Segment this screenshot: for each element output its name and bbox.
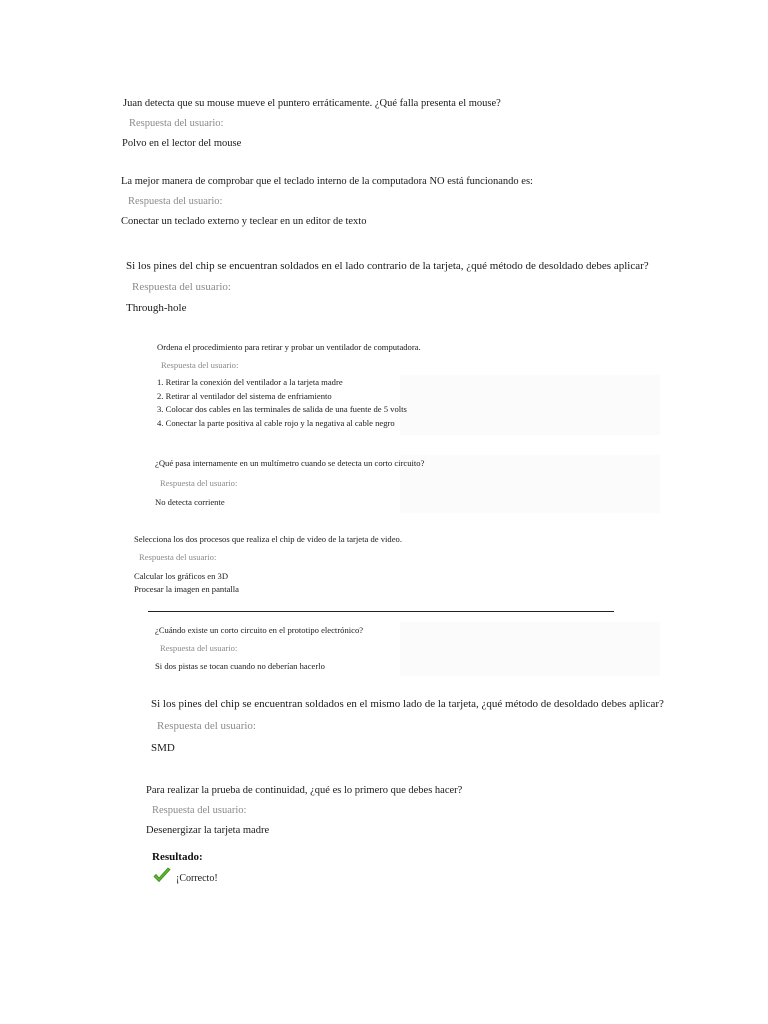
answer-text: Desenergizar la tarjeta madre [146, 825, 270, 836]
answer-text: No detecta corriente [155, 497, 225, 507]
background-panel [400, 455, 660, 513]
list-item: 1. Retirar la conexión del ventilador a la tarjeta madre [157, 377, 343, 387]
question-text: La mejor manera de comprobar que el teclado interno de la computadora NO está funcionando es: [121, 176, 533, 187]
answer-label: Respuesta del usuario: [139, 552, 217, 562]
answer-text: Through-hole [126, 302, 187, 314]
question-block [121, 176, 533, 227]
question-text: Si los pines del chip se encuentran soldados en el mismo lado de la tarjeta, ¿qué método de desoldado debes aplicar? [151, 698, 664, 710]
question-block [146, 785, 462, 836]
question-text: Para realizar la prueba de continuidad, ¿qué es lo primero que debes hacer? [146, 785, 463, 796]
answer-text: Si dos pistas se tocan cuando no deberían hacerlo [155, 661, 325, 671]
question-text: ¿Cuándo existe un corto circuito en el prototipo electrónico? [155, 625, 364, 635]
answer-label: Respuesta del usuario: [152, 805, 247, 816]
background-panel [400, 622, 660, 676]
answer-text: SMD [151, 742, 175, 754]
ordered-answer-list [157, 376, 421, 430]
background-panel [400, 375, 660, 435]
question-text: Juan detecta que su mouse mueve el puntero erráticamente. ¿Qué falla presenta el mouse? [123, 98, 501, 109]
answer-text: Polvo en el lector del mouse [122, 138, 242, 149]
question-block [155, 625, 363, 671]
list-item: 4. Conectar la parte positiva al cable rojo y la negativa al cable negro [157, 417, 395, 428]
question-text: Si los pines del chip se encuentran soldados en el lado contrario de la tarjeta, ¿qué método de desoldado debes aplicar? [126, 260, 649, 272]
result-text: ¡Correcto! [176, 872, 218, 884]
result-row [152, 867, 218, 885]
answer-label: Respuesta del usuario: [128, 196, 223, 207]
result-block [152, 851, 218, 885]
answer-label: Respuesta del usuario: [129, 118, 224, 129]
answer-text: Procesar la imagen en pantalla [134, 584, 239, 594]
question-block [134, 534, 402, 594]
answer-label: Respuesta del usuario: [132, 281, 231, 293]
question-block [151, 698, 664, 754]
question-block [155, 458, 424, 507]
divider [148, 611, 614, 612]
result-title: Resultado: [152, 851, 203, 863]
answer-label: Respuesta del usuario: [160, 478, 238, 488]
answer-label: Respuesta del usuario: [161, 360, 239, 370]
question-block [126, 260, 649, 314]
list-item: 3. Colocar dos cables en las terminales de salida de una fuente de 5 volts [157, 404, 407, 414]
answer-text: Calcular los gráficos en 3D [134, 571, 229, 581]
list-item: 2. Retirar al ventilador del sistema de enfriamiento [157, 390, 332, 401]
question-block [157, 342, 421, 430]
question-text: Ordena el procedimiento para retirar y probar un ventilador de computadora. [157, 342, 421, 352]
question-text: ¿Qué pasa internamente en un multímetro cuando se detecta un corto circuito? [155, 458, 425, 468]
check-icon [152, 867, 172, 885]
answer-label: Respuesta del usuario: [157, 720, 256, 732]
question-text: Selecciona los dos procesos que realiza el chip de video de la tarjeta de video. [134, 534, 402, 544]
answer-label: Respuesta del usuario: [160, 643, 238, 653]
answer-text: Conectar un teclado externo y teclear en un editor de texto [121, 216, 367, 227]
question-block [123, 98, 501, 149]
